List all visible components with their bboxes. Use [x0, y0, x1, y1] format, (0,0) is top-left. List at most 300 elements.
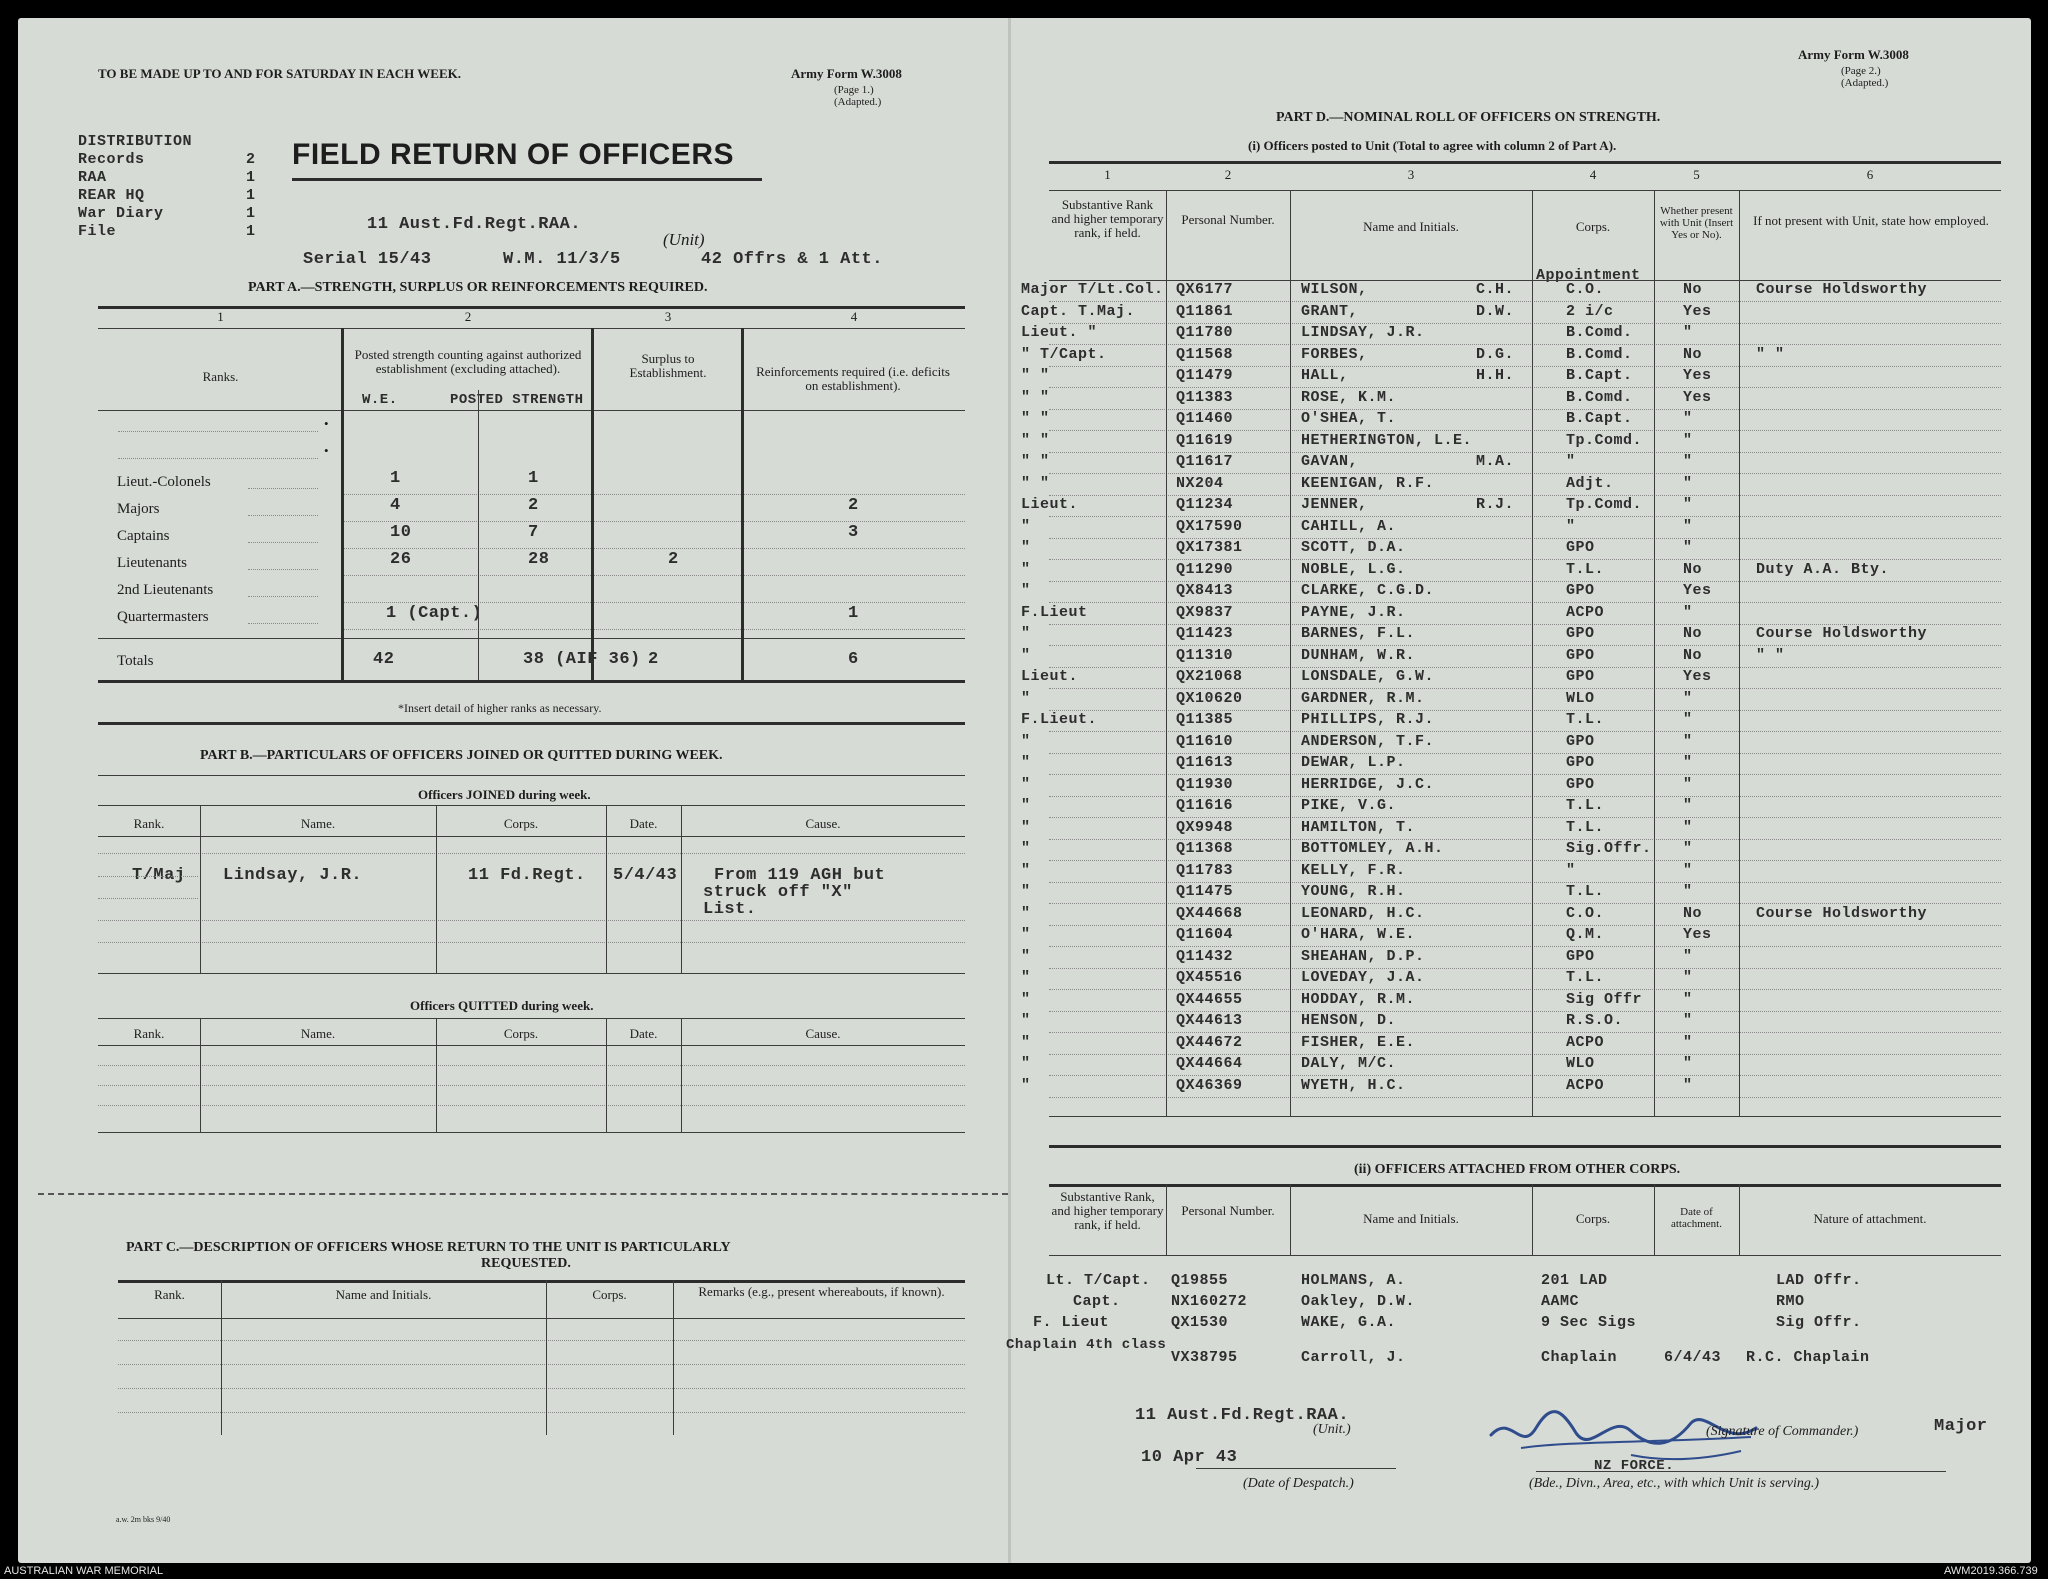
- roll-number: Q11385: [1176, 711, 1234, 728]
- reinf-value: 2: [848, 496, 859, 515]
- page-number-label-2: (Page 2.): [1841, 65, 1881, 77]
- header-ranks: Ranks.: [202, 369, 239, 384]
- quitted-header-date: Date.: [629, 1026, 658, 1041]
- roll-present: ": [1683, 711, 1693, 728]
- roll-number: QX45516: [1176, 969, 1243, 986]
- roll-number: Q11610: [1176, 732, 1234, 750]
- roll-initials: D.W.: [1476, 302, 1515, 320]
- roll-number: QX8413: [1176, 582, 1234, 599]
- quitted-header-corps: Corps.: [503, 1026, 539, 1041]
- unit-label: (Unit): [663, 230, 705, 249]
- section-i-title: (i) Officers posted to Unit (Total to agree with column 2 of Part A).: [1248, 138, 1617, 153]
- roll-corps: ACPO: [1566, 1033, 1605, 1051]
- part-c-header-rank: Rank.: [154, 1287, 185, 1302]
- roll-rank: ": [1021, 840, 1031, 857]
- roll-employed: " ": [1756, 646, 1785, 664]
- roll-number: QX44613: [1176, 1012, 1243, 1029]
- top-note: TO BE MADE UP TO AND FOR SATURDAY IN EACH WEEK.: [98, 66, 461, 81]
- roll-corps: T.L.: [1566, 711, 1605, 728]
- roll-corps: B.Comd.: [1566, 324, 1633, 341]
- roll-corps: T.L.: [1566, 560, 1605, 578]
- roll-rank: ": [1021, 1055, 1031, 1072]
- roll-name: BARNES, F.L.: [1301, 625, 1416, 642]
- we-value: 26: [390, 550, 412, 569]
- roll-employed: Duty A.A. Bty.: [1756, 560, 1890, 578]
- strength-note: 42 Offrs & 1 Att.: [701, 250, 883, 269]
- wm-number: W.M. 11/3/5: [503, 250, 621, 269]
- roll-present: Yes: [1683, 668, 1712, 685]
- roll-number: QX21068: [1176, 668, 1243, 685]
- roll-present: Yes: [1683, 302, 1712, 320]
- distribution-count: 1: [246, 223, 256, 240]
- attached-corps: AAMC: [1541, 1293, 1580, 1310]
- roll-number: Q11617: [1176, 453, 1234, 470]
- roll-name: HETHERINGTON, L.E.: [1301, 431, 1473, 449]
- roll-present: ": [1683, 990, 1693, 1008]
- rank-label: Captains: [117, 528, 170, 544]
- roll-number: QX44664: [1176, 1055, 1243, 1072]
- roll-corps: R.S.O.: [1566, 1012, 1624, 1029]
- attached-nature: RMO: [1776, 1293, 1805, 1310]
- roll-rank: Lieut.: [1021, 496, 1079, 513]
- distribution-count: 1: [246, 205, 256, 222]
- roll-present: ": [1683, 754, 1693, 771]
- roll-number: Q11780: [1176, 324, 1234, 341]
- roll-name: PHILLIPS, R.J.: [1301, 711, 1435, 728]
- roll-rank: ": [1021, 775, 1031, 793]
- attached-number: VX38795: [1171, 1349, 1238, 1366]
- attached-rank: Chaplain 4th class: [1006, 1337, 1167, 1353]
- roll-corps: Adjt.: [1566, 474, 1614, 492]
- tear-line: [38, 1193, 1008, 1195]
- roll-present: ": [1683, 1076, 1693, 1094]
- roll-number: QX6177: [1176, 281, 1234, 298]
- joined-header-cause: Cause.: [805, 816, 841, 831]
- roll-number: Q11783: [1176, 861, 1234, 879]
- roll-number: Q11613: [1176, 754, 1234, 771]
- roll-number: Q11616: [1176, 797, 1234, 814]
- roll-name: LEONARD, H.C.: [1301, 904, 1425, 922]
- serial-number: Serial 15/43: [303, 250, 432, 269]
- roll-rank: " ": [1021, 453, 1050, 470]
- roll-present: ": [1683, 883, 1693, 900]
- page-title: FIELD RETURN OF OFFICERS: [292, 138, 734, 171]
- attached-corps: 201 LAD: [1541, 1272, 1608, 1289]
- roll-corps: Q.M.: [1566, 926, 1605, 943]
- roll-corps: Tp.Comd.: [1566, 431, 1643, 449]
- we-value: 1 (Capt.): [386, 604, 483, 623]
- distribution-label: Records: [78, 151, 145, 168]
- roll-name: NOBLE, L.G.: [1301, 560, 1406, 578]
- we-value: 10: [390, 523, 412, 542]
- sub-header-we: W.E.: [362, 392, 398, 408]
- roll-present: ": [1683, 969, 1693, 986]
- bde-line: [1536, 1471, 1946, 1472]
- roll-present: Yes: [1683, 388, 1712, 406]
- army-form-label-2: Army Form W.3008: [1798, 47, 1909, 62]
- roll-present: No: [1683, 281, 1703, 298]
- roll-corps: ": [1566, 861, 1576, 879]
- roll-name: CLARKE, C.G.D.: [1301, 582, 1435, 599]
- roll-name: ANDERSON, T.F.: [1301, 732, 1435, 750]
- roll-number: QX9948: [1176, 818, 1234, 836]
- roll-rank: F.Lieut.: [1021, 711, 1098, 728]
- rank-label: Lieutenants: [117, 555, 187, 571]
- roll-corps: Sig Offr: [1566, 990, 1643, 1008]
- roll-name: DEWAR, L.P.: [1301, 754, 1406, 771]
- roll-present: ": [1683, 603, 1693, 621]
- roll-number: Q11460: [1176, 410, 1234, 427]
- quitted-header-rank: Rank.: [133, 1026, 165, 1041]
- roll-name: CAHILL, A.: [1301, 517, 1397, 535]
- roll-rank: ": [1021, 625, 1031, 642]
- roll-corps: ": [1566, 517, 1576, 535]
- roll-name: KELLY, F.R.: [1301, 861, 1406, 879]
- roll-row-rule: [1049, 1097, 2001, 1098]
- roll-col-num-1: 1: [1104, 167, 1111, 182]
- roll-present: ": [1683, 324, 1693, 341]
- roll-rank: Lieut.: [1021, 668, 1079, 685]
- roll-present: ": [1683, 840, 1693, 857]
- rank-label: 2nd Lieutenants: [117, 582, 214, 598]
- roll-rank: Capt. T.Maj.: [1021, 302, 1136, 320]
- roll-corps: B.Comd.: [1566, 388, 1633, 406]
- roll-present: ": [1683, 410, 1693, 427]
- roll-number: Q11479: [1176, 367, 1234, 384]
- force-typed: NZ FORCE.: [1594, 1458, 1675, 1474]
- joined-title: Officers JOINED during week.: [418, 787, 591, 802]
- distribution-label: File: [78, 223, 117, 240]
- part-c-header-corps: Corps.: [592, 1287, 627, 1302]
- roll-rank: " T/Capt.: [1021, 345, 1107, 363]
- roll-number: NX204: [1176, 474, 1224, 492]
- roll-corps: T.L.: [1566, 969, 1605, 986]
- roll-col-num-6: 6: [1866, 167, 1874, 182]
- roll-corps: GPO: [1566, 668, 1595, 685]
- roll-number: QX44668: [1176, 904, 1243, 922]
- roll-present: ": [1683, 453, 1693, 470]
- roll-present: Yes: [1683, 926, 1712, 943]
- roll-present: No: [1683, 904, 1703, 922]
- col-num-1: 1: [217, 309, 224, 324]
- roll-present: ": [1683, 797, 1693, 814]
- joined-rank: T/Maj: [132, 866, 186, 885]
- distribution-count: 1: [246, 187, 256, 204]
- roll-employed: Course Holdsworthy: [1756, 281, 1928, 298]
- roll-rank: ": [1021, 754, 1031, 771]
- roll-rank: ": [1021, 797, 1031, 814]
- roll-present: ": [1683, 431, 1693, 449]
- roll-number: Q11290: [1176, 560, 1234, 578]
- roll-number: Q11432: [1176, 947, 1234, 965]
- roll-present: ": [1683, 818, 1693, 836]
- roll-col-num-4: 4: [1589, 167, 1597, 182]
- reinf-value: 3: [848, 523, 859, 542]
- signature-rank: Major: [1934, 1417, 1988, 1436]
- despatch-label: (Date of Despatch.): [1243, 1476, 1354, 1491]
- roll-rank: ": [1021, 883, 1031, 900]
- roll-name: SCOTT, D.A.: [1301, 539, 1406, 556]
- roll-name: DALY, M/C.: [1301, 1055, 1397, 1072]
- roll-rank: F.Lieut: [1021, 603, 1088, 621]
- totals-reinf: 6: [848, 650, 859, 669]
- attached-header-date: Date of attachment.: [1670, 1206, 1722, 1230]
- header-reinforcements: Reinforcements required (i.e. deficits on establishment).: [756, 364, 950, 393]
- army-form-label: Army Form W.3008: [791, 66, 902, 81]
- unit-label-2: (Unit.): [1313, 1422, 1351, 1437]
- part-b-title: PART B.—PARTICULARS OF OFFICERS JOINED OR QUITTED DURING WEEK.: [200, 748, 723, 763]
- bde-label: (Bde., Divn., Area, etc., with which Unit is serving.): [1529, 1476, 1820, 1491]
- roll-name: LINDSAY, J.R.: [1301, 324, 1425, 341]
- roll-rank: " ": [1021, 388, 1050, 406]
- distribution-label: DISTRIBUTION: [78, 133, 193, 150]
- roll-corps: B.Capt.: [1566, 367, 1633, 384]
- roll-number: Q11930: [1176, 775, 1234, 793]
- col-num-4: 4: [850, 309, 858, 324]
- roll-rank: ": [1021, 969, 1031, 986]
- roll-present: ": [1683, 1012, 1693, 1029]
- asterisk-1: •: [324, 416, 329, 431]
- roll-col-num-5: 5: [1693, 167, 1700, 182]
- page-number-label: (Page 1.): [834, 84, 874, 96]
- roll-number: QX17381: [1176, 539, 1243, 556]
- roll-number: Q11604: [1176, 926, 1234, 943]
- roll-name: BOTTOMLEY, A.H.: [1301, 840, 1444, 857]
- roll-rank: " ": [1021, 367, 1050, 384]
- row-rule: [341, 548, 965, 549]
- roll-corps: GPO: [1566, 582, 1595, 599]
- roll-present: ": [1683, 517, 1693, 535]
- posted-value: 2: [528, 496, 539, 515]
- roll-rank: ": [1021, 926, 1031, 943]
- roll-name: HERRIDGE, J.C.: [1301, 775, 1435, 793]
- joined-cause-line-1: From 119 AGH but: [714, 866, 886, 885]
- roll-corps: GPO: [1566, 754, 1595, 771]
- roll-rank: " ": [1021, 410, 1050, 427]
- roll-present: ": [1683, 689, 1693, 707]
- roll-rank: ": [1021, 861, 1031, 879]
- roll-rank: ": [1021, 947, 1031, 965]
- attached-name: Oakley, D.W.: [1301, 1293, 1416, 1310]
- document-sheet: [18, 18, 2031, 1563]
- roll-rank: ": [1021, 1012, 1031, 1029]
- roll-number: QX10620: [1176, 689, 1243, 707]
- roll-name: JENNER,: [1301, 496, 1368, 513]
- row-rule: [341, 629, 965, 630]
- quitted-header-cause: Cause.: [805, 1026, 841, 1041]
- joined-header-name: Name.: [300, 816, 336, 831]
- roll-corps: GPO: [1566, 775, 1595, 793]
- rank-leader: [248, 596, 318, 597]
- attached-rank: F. Lieut: [1033, 1314, 1110, 1331]
- roll-present: ": [1683, 1055, 1693, 1072]
- roll-present: ": [1683, 861, 1693, 879]
- roll-initials: C.H.: [1476, 281, 1515, 298]
- attached-nature: LAD Offr.: [1776, 1272, 1862, 1289]
- roll-corps: WLO: [1566, 1055, 1595, 1072]
- row-rule: [341, 521, 965, 522]
- roll-number: Q11310: [1176, 646, 1234, 664]
- roll-rank: ": [1021, 1076, 1031, 1094]
- roll-present: Yes: [1683, 582, 1712, 599]
- roll-rank: ": [1021, 818, 1031, 836]
- roll-corps: GPO: [1566, 646, 1595, 664]
- attached-header-number: Personal Number.: [1181, 1203, 1275, 1218]
- roll-corps: ": [1566, 453, 1576, 470]
- roll-present: ": [1683, 474, 1693, 492]
- roll-rank: Lieut. ": [1021, 324, 1098, 341]
- roll-name: HODDAY, R.M.: [1301, 990, 1416, 1008]
- page-1: [18, 18, 1008, 1563]
- roll-number: Q11383: [1176, 388, 1234, 406]
- roll-header-rank: Substantive Rank and higher temporary rank, if held.: [1051, 197, 1164, 240]
- adapted-label-2: (Adapted.): [1841, 77, 1889, 89]
- attached-date: 6/4/43: [1664, 1349, 1722, 1366]
- roll-name: KEENIGAN, R.F.: [1301, 474, 1435, 492]
- roll-present: No: [1683, 646, 1703, 664]
- attached-nature: R.C. Chaplain: [1746, 1349, 1870, 1366]
- roll-rank: ": [1021, 1033, 1031, 1051]
- despatch-line: [1196, 1468, 1396, 1469]
- part-d-title: PART D.—NOMINAL ROLL OF OFFICERS ON STRENGTH.: [1276, 110, 1661, 125]
- rank-label: Quartermasters: [117, 609, 209, 625]
- quitted-title: Officers QUITTED during week.: [410, 998, 594, 1013]
- roll-number: QX9837: [1176, 603, 1234, 621]
- appointment-label: Appointment: [1536, 267, 1641, 284]
- roll-corps: C.O.: [1566, 904, 1605, 922]
- roll-rank: " ": [1021, 431, 1050, 449]
- attached-header-corps: Corps.: [1575, 1211, 1611, 1226]
- distribution-label: War Diary: [78, 205, 164, 222]
- roll-initials: H.H.: [1476, 367, 1515, 384]
- roll-corps: 2 i/c: [1566, 302, 1614, 320]
- roll-name: ROSE, K.M.: [1301, 388, 1397, 406]
- header-surplus: Surplus to Establishment.: [629, 351, 707, 380]
- part-c-title-line-2: REQUESTED.: [481, 1256, 571, 1271]
- totals-surplus: 2: [648, 650, 659, 669]
- rank-leader: [248, 542, 318, 543]
- part-a-footnote: *Insert detail of higher ranks as necessary.: [398, 701, 602, 715]
- reinf-value: 1: [848, 604, 859, 623]
- asterisk-2: •: [324, 443, 329, 458]
- row-rule: [341, 575, 965, 576]
- roll-corps: T.L.: [1566, 883, 1605, 900]
- unit-typed-2: 11 Aust.Fd.Regt.RAA.: [1135, 1406, 1350, 1425]
- attached-number: Q19855: [1171, 1272, 1229, 1289]
- footer-source: AUSTRALIAN WAR MEMORIAL: [4, 1565, 164, 1577]
- roll-name: HALL,: [1301, 367, 1349, 384]
- roll-present: ": [1683, 732, 1693, 750]
- roll-number: QX17590: [1176, 517, 1243, 535]
- roll-name: SHEAHAN, D.P.: [1301, 947, 1425, 965]
- attached-name: WAKE, G.A.: [1301, 1314, 1397, 1331]
- attached-number: NX160272: [1171, 1293, 1248, 1310]
- roll-employed: Course Holdsworthy: [1756, 625, 1928, 642]
- roll-corps: ACPO: [1566, 603, 1605, 621]
- roll-corps: WLO: [1566, 689, 1595, 707]
- distribution-label: RAA: [78, 169, 107, 186]
- roll-name: GAVAN,: [1301, 453, 1359, 470]
- roll-rank: ": [1021, 517, 1031, 535]
- part-a-title: PART A.—STRENGTH, SURPLUS OR REINFORCEMENTS REQUIRED.: [248, 280, 708, 295]
- roll-name: HAMILTON, T.: [1301, 818, 1416, 836]
- roll-name: LONSDALE, G.W.: [1301, 668, 1435, 685]
- roll-name: WILSON,: [1301, 281, 1368, 298]
- roll-number: QX44655: [1176, 990, 1243, 1008]
- adapted-label: (Adapted.): [834, 96, 882, 108]
- print-code: a.w. 2m bks 9/40: [116, 1515, 171, 1524]
- roll-present: No: [1683, 560, 1703, 578]
- row-rule: [341, 494, 965, 495]
- we-value: 4: [390, 496, 401, 515]
- quitted-header-name: Name.: [300, 1026, 336, 1041]
- roll-number: Q11568: [1176, 345, 1234, 363]
- rank-leader: [248, 488, 318, 489]
- roll-corps: C.O.: [1566, 281, 1605, 298]
- rank-leader: [248, 515, 318, 516]
- roll-rank: " ": [1021, 474, 1050, 492]
- roll-employed: " ": [1756, 345, 1785, 363]
- roll-name: GRANT,: [1301, 302, 1359, 320]
- sub-header-posted: POSTED STRENGTH: [450, 392, 584, 408]
- signature-label: (Signature of Commander.): [1706, 1424, 1859, 1439]
- joined-header-corps: Corps.: [503, 816, 539, 831]
- roll-number: QX44672: [1176, 1033, 1243, 1051]
- distribution-count: 1: [246, 169, 256, 186]
- roll-header-number: Personal Number.: [1181, 212, 1275, 227]
- roll-rank: ": [1021, 539, 1031, 556]
- roll-corps: B.Capt.: [1566, 410, 1633, 427]
- roll-present: ": [1683, 496, 1693, 513]
- roll-name: PIKE, V.G.: [1301, 797, 1397, 814]
- attached-corps: 9 Sec Sigs: [1541, 1314, 1637, 1331]
- roll-present: ": [1683, 1033, 1693, 1051]
- roll-header-present: Whether present with Unit (Insert Yes or No).: [1659, 205, 1734, 241]
- roll-rank: Major T/Lt.Col.: [1021, 281, 1164, 298]
- roll-corps: GPO: [1566, 732, 1595, 750]
- distribution-count: 2: [246, 151, 256, 168]
- roll-name: FORBES,: [1301, 345, 1368, 363]
- rank-leader: [248, 623, 318, 624]
- roll-corps: Tp.Comd.: [1566, 496, 1643, 513]
- part-c-header-name: Name and Initials.: [335, 1287, 432, 1302]
- roll-number: Q11861: [1176, 302, 1234, 320]
- roll-name: LOVEDAY, J.A.: [1301, 969, 1425, 986]
- roll-name: HENSON, D.: [1301, 1012, 1397, 1029]
- roll-present: ": [1683, 947, 1693, 965]
- rank-label: Lieut.-Colonels: [117, 474, 211, 490]
- joined-corps: 11 Fd.Regt.: [468, 866, 586, 885]
- section-ii-title: (ii) OFFICERS ATTACHED FROM OTHER CORPS.: [1354, 1162, 1681, 1177]
- roll-rank: ": [1021, 990, 1031, 1008]
- header-posted: Posted strength counting against authorized establishment (excluding attached).: [354, 347, 582, 376]
- posted-value: 1: [528, 469, 539, 488]
- roll-col-num-2: 2: [1224, 167, 1232, 182]
- joined-cause-line-2: struck off "X": [703, 883, 853, 902]
- totals-posted: 38 (AIF 36): [523, 650, 641, 669]
- roll-name: O'HARA, W.E.: [1301, 926, 1416, 943]
- distribution-label: REAR HQ: [78, 187, 145, 204]
- attached-name: HOLMANS, A.: [1301, 1272, 1406, 1289]
- roll-rank: ": [1021, 904, 1031, 922]
- roll-number: Q11475: [1176, 883, 1234, 900]
- joined-header-date: Date.: [629, 816, 658, 831]
- attached-header-rank: Substantive Rank, and higher temporary rank, if held.: [1051, 1189, 1164, 1232]
- surplus-value: 2: [668, 550, 679, 569]
- part-c-header-remarks: Remarks (e.g., present whereabouts, if known).: [698, 1284, 945, 1299]
- roll-name: FISHER, E.E.: [1301, 1033, 1416, 1051]
- attached-rank: Capt.: [1073, 1293, 1121, 1310]
